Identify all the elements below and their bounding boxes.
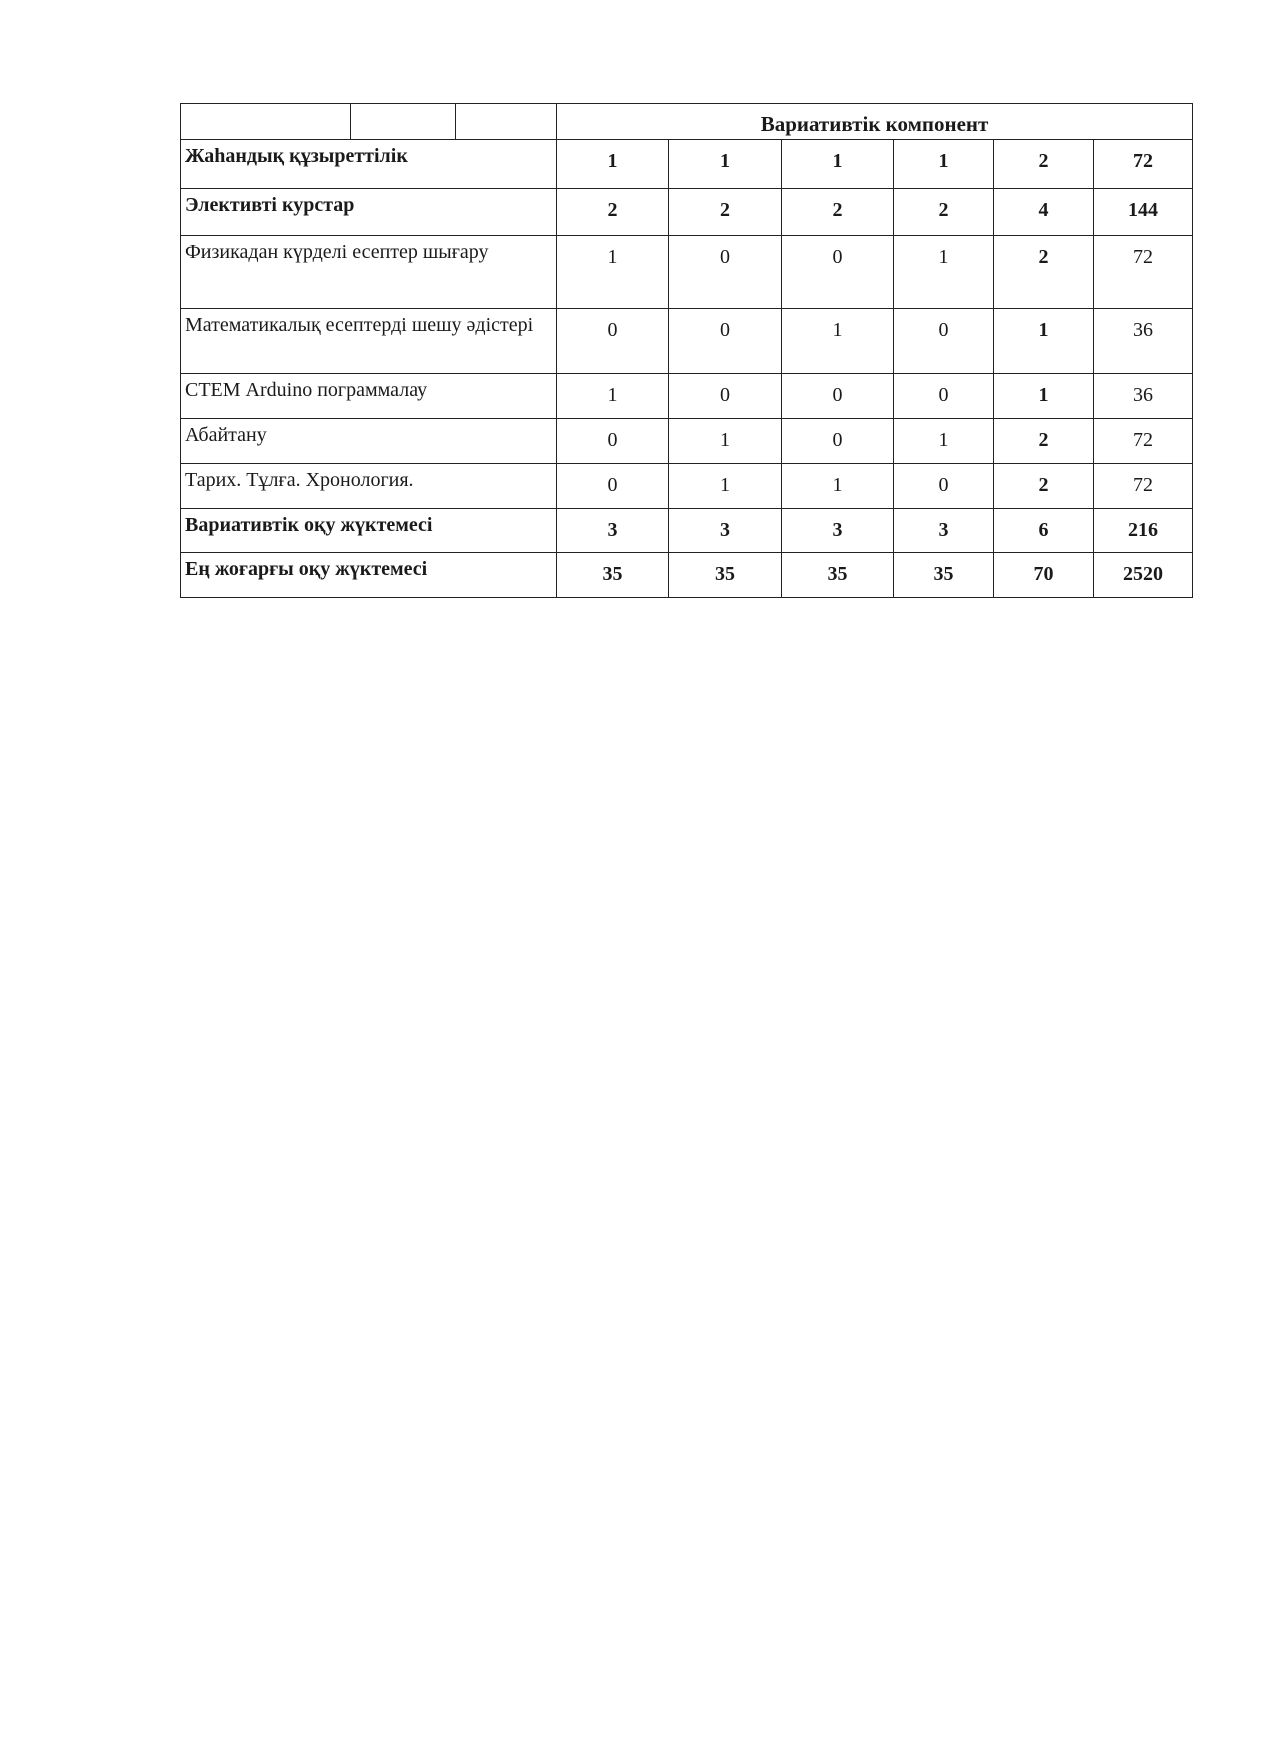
value-cell: 2 [894,189,994,236]
value-cell: 1 [994,374,1094,419]
value-cell: 36 [1094,374,1193,419]
header-blank-cell [351,104,456,140]
value-cell: 0 [782,236,894,309]
header-blank-cell [456,104,557,140]
value-cell: 0 [669,309,782,374]
value-cell: 6 [994,509,1094,553]
table-row [181,419,1193,464]
value-cell: 3 [669,509,782,553]
row-label: Физикадан күрделі есептер шығару [181,236,557,309]
value-cell: 0 [782,374,894,419]
table-row [181,464,1193,509]
value-cell: 0 [557,419,669,464]
value-cell: 3 [894,509,994,553]
value-cell: 72 [1094,464,1193,509]
row-label: Вариативтік оқу жүктемесі [181,509,557,553]
header-row [181,104,1193,140]
value-cell: 0 [557,464,669,509]
value-cell: 1 [557,236,669,309]
row-label: СТЕМ Arduino пограммалау [181,374,557,419]
value-cell: 72 [1094,236,1193,309]
value-cell: 3 [782,509,894,553]
table-row [181,509,1193,553]
table-row [181,189,1193,236]
row-label: Абайтану [181,419,557,464]
value-cell: 2 [557,189,669,236]
curriculum-table [180,103,1193,598]
value-cell: 1 [894,140,994,189]
value-cell: 1 [894,419,994,464]
value-cell: 1 [782,309,894,374]
value-cell: 1 [669,140,782,189]
value-cell: 1 [782,140,894,189]
value-cell: 0 [669,374,782,419]
row-label: Жаһандық құзыреттілік [181,140,557,189]
value-cell: 3 [557,509,669,553]
header-blank-cell [181,104,351,140]
value-cell: 2 [669,189,782,236]
value-cell: 0 [894,374,994,419]
value-cell: 0 [669,236,782,309]
table-row [181,309,1193,374]
value-cell: 4 [994,189,1094,236]
value-cell: 0 [557,309,669,374]
table-row [181,140,1193,189]
value-cell: 0 [782,419,894,464]
value-cell: 1 [894,236,994,309]
row-label: Элективті курстар [181,189,557,236]
section-title: Вариативтік компонент [557,104,1193,140]
value-cell: 144 [1094,189,1193,236]
table-row [181,553,1193,598]
value-cell: 1 [669,419,782,464]
value-cell: 35 [894,553,994,598]
table-row [181,374,1193,419]
value-cell: 2 [994,419,1094,464]
value-cell: 0 [894,464,994,509]
row-label: Ең жоғарғы оқу жүктемесі [181,553,557,598]
value-cell: 35 [557,553,669,598]
value-cell: 2 [994,236,1094,309]
value-cell: 2 [994,464,1094,509]
row-label: Тарих. Тұлға. Хронология. [181,464,557,509]
value-cell: 36 [1094,309,1193,374]
row-label: Математикалық есептерді шешу әдістері [181,309,557,374]
value-cell: 70 [994,553,1094,598]
value-cell: 1 [782,464,894,509]
value-cell: 2 [782,189,894,236]
value-cell: 216 [1094,509,1193,553]
value-cell: 2 [994,140,1094,189]
value-cell: 72 [1094,419,1193,464]
value-cell: 1 [669,464,782,509]
value-cell: 1 [994,309,1094,374]
value-cell: 72 [1094,140,1193,189]
value-cell: 35 [782,553,894,598]
value-cell: 1 [557,374,669,419]
value-cell: 1 [557,140,669,189]
value-cell: 0 [894,309,994,374]
table-row [181,236,1193,309]
value-cell: 2520 [1094,553,1193,598]
value-cell: 35 [669,553,782,598]
